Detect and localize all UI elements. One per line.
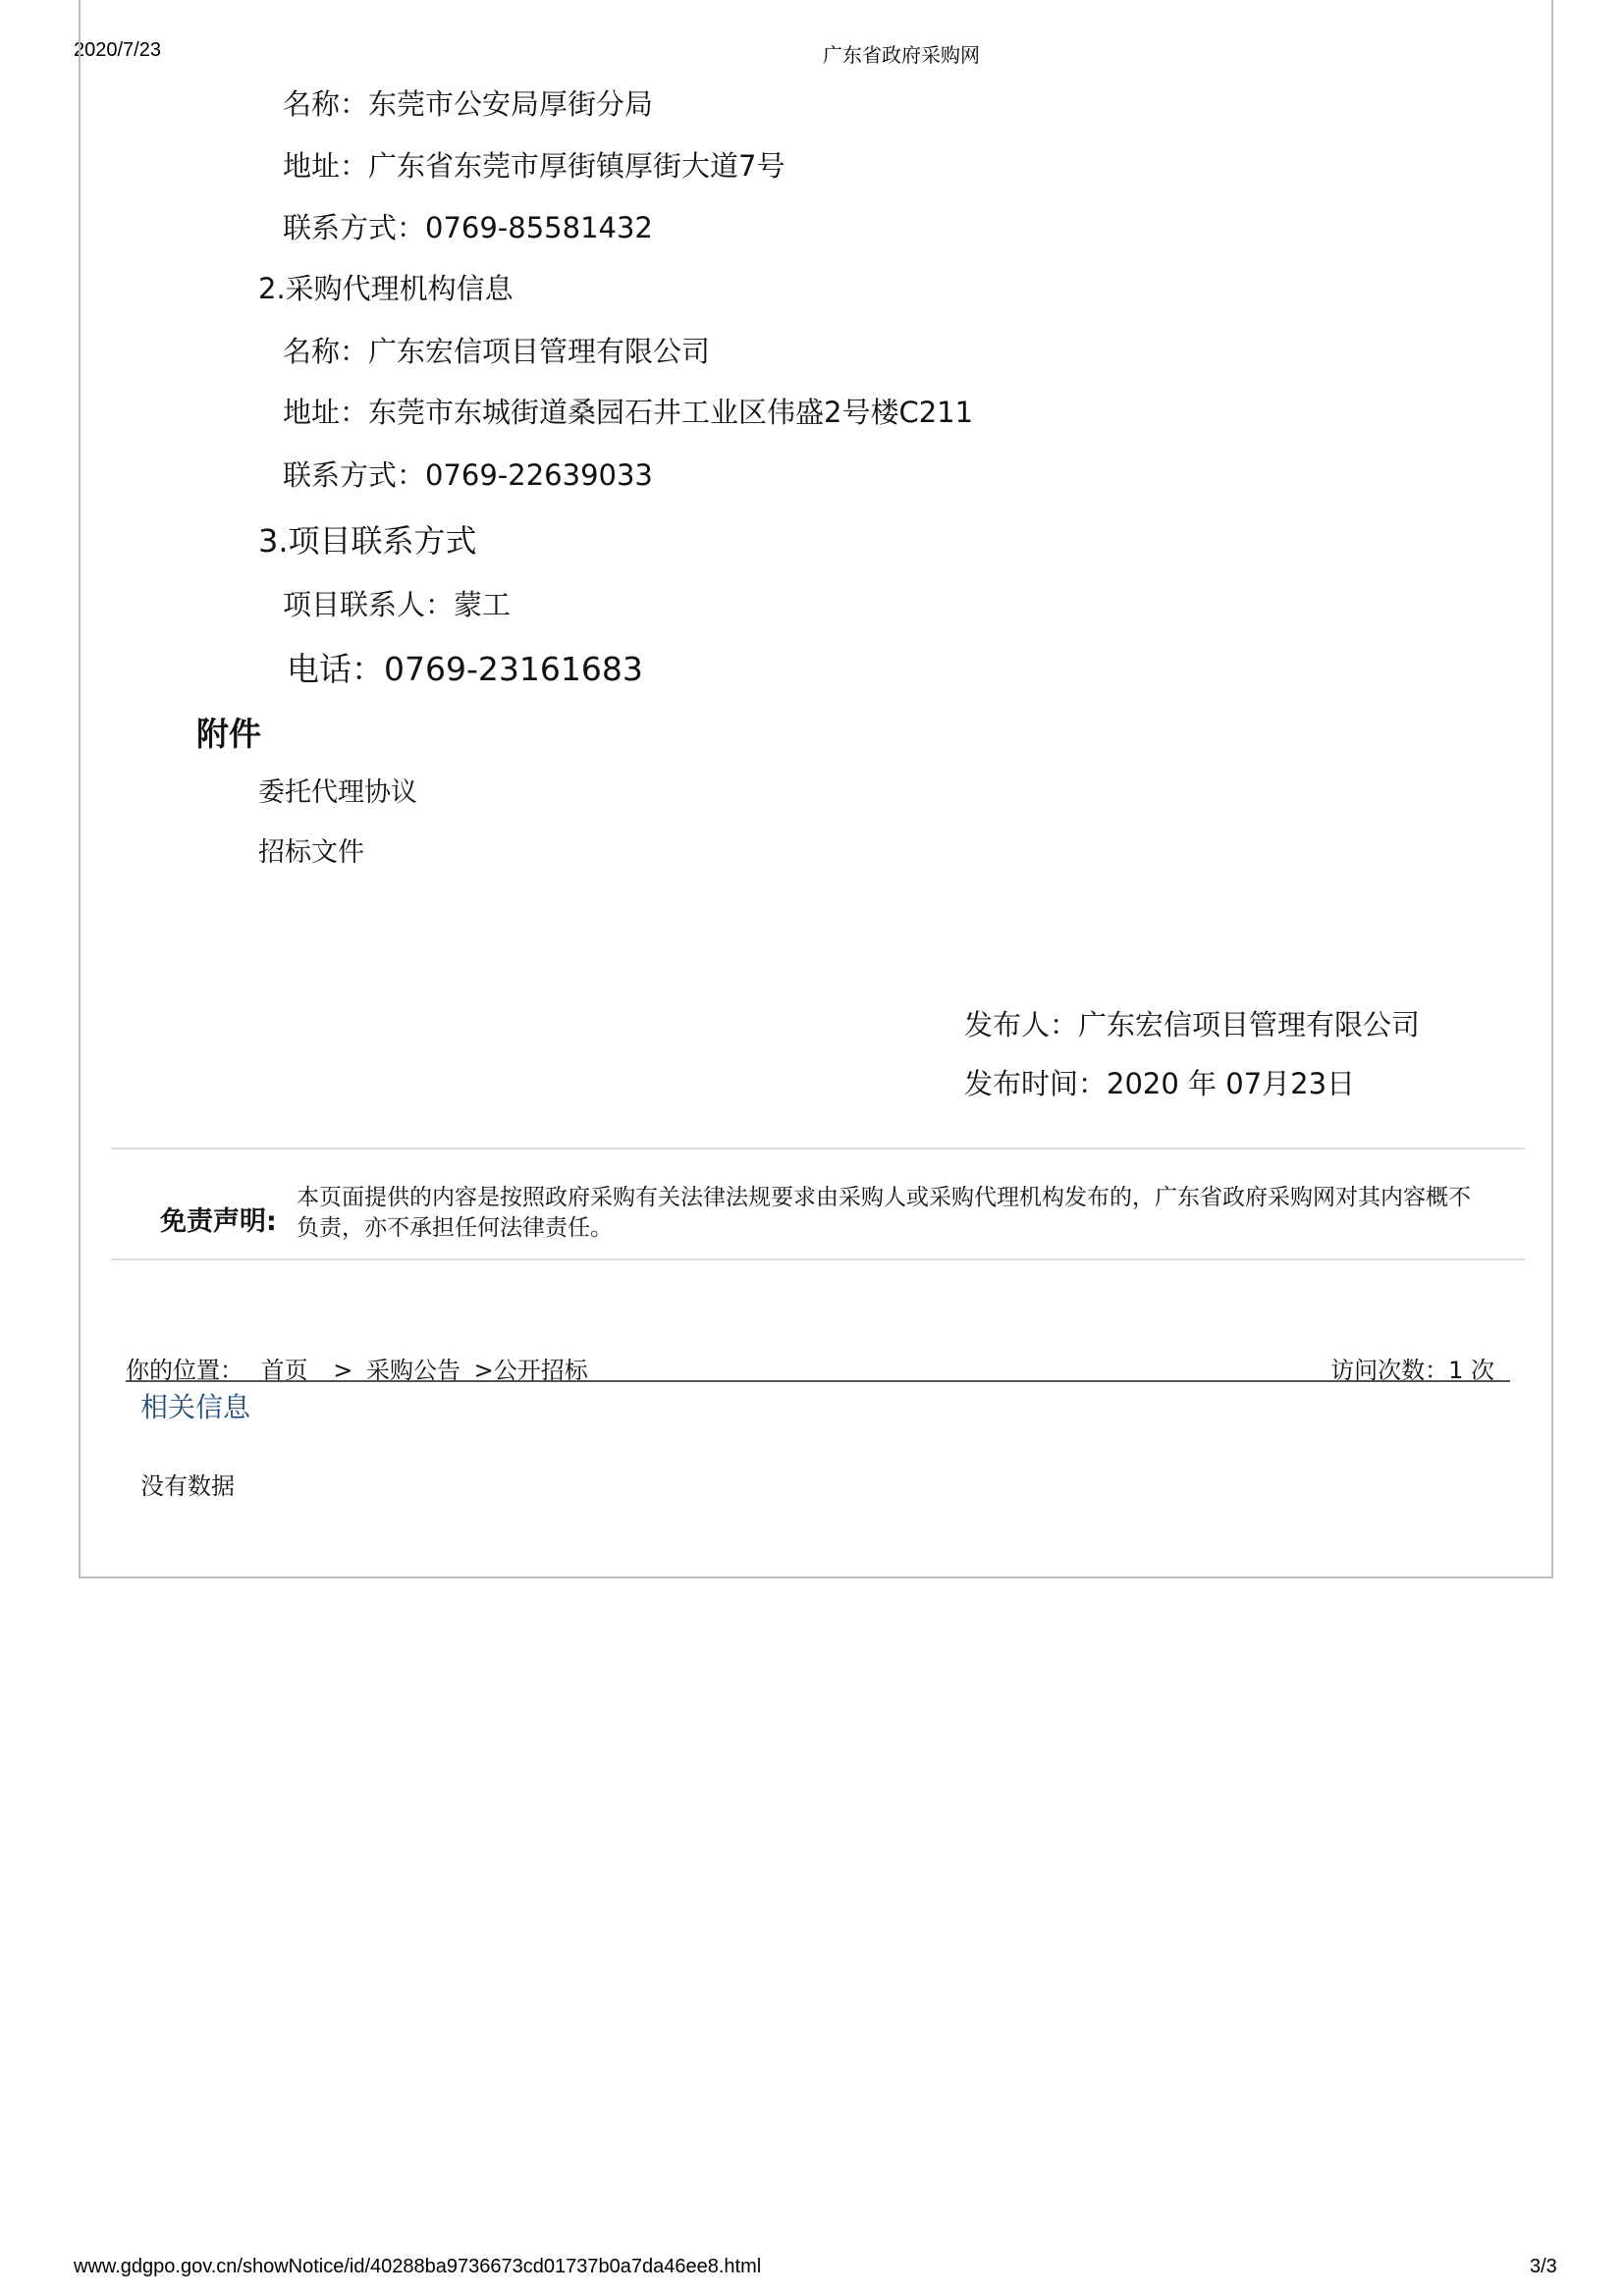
agency-name: 名称：广东宏信项目管理有限公司 (283, 335, 711, 368)
print-date: 2020/7/23 (74, 39, 161, 61)
visit-count: 访问次数：1 次 (1330, 1357, 1494, 1384)
related-info-empty: 没有数据 (140, 1472, 235, 1500)
project-contact-phone: 电话：0769-23161683 (287, 650, 643, 688)
breadcrumb-separator: > (333, 1357, 353, 1384)
breadcrumb-procurement-notice[interactable]: 采购公告 (366, 1357, 461, 1384)
project-contact-heading: 3.项目联系方式 (258, 522, 477, 560)
attachment-link-agency-agreement[interactable]: 委托代理协议 (258, 777, 417, 808)
attachment-link-tender-document[interactable]: 招标文件 (258, 837, 364, 868)
related-info-title: 相关信息 (140, 1391, 251, 1423)
project-contact-person: 项目联系人：蒙工 (283, 588, 512, 621)
print-site-title: 广东省政府采购网 (823, 45, 980, 67)
purchaser-name: 名称：东莞市公安局厚街分局 (283, 87, 654, 121)
purchaser-address: 地址：广东省东莞市厚街镇厚街大道7号 (283, 149, 785, 183)
publish-time: 发布时间：2020 年 07月23日 (964, 1067, 1356, 1100)
breadcrumb (126, 1351, 1510, 1382)
disclaimer-text: 本页面提供的内容是按照政府采购有关法律法规要求由采购人或采购代理机构发布的，广东省政府采购网对其内容概不负责，亦不承担任何法律责任。 (297, 1185, 1471, 1241)
breadcrumb-prefix: 你的位置： (126, 1357, 244, 1384)
publisher: 发布人：广东宏信项目管理有限公司 (964, 1008, 1421, 1041)
divider-bottom (111, 1258, 1525, 1260)
breadcrumb-home[interactable]: 首页 (260, 1357, 308, 1384)
disclaimer-label: 免责声明: (160, 1206, 277, 1237)
divider-top (111, 1148, 1525, 1149)
attachments-title: 附件 (196, 715, 261, 753)
breadcrumb-open-tender[interactable]: >公开招标 (473, 1357, 588, 1384)
agency-address: 地址：东莞市东城街道桑园石井工业区伟盛2号楼C211 (283, 396, 974, 429)
print-page-number: 3/3 (1530, 2256, 1557, 2277)
agency-contact: 联系方式：0769-22639033 (283, 458, 653, 492)
agency-heading: 2.采购代理机构信息 (258, 272, 514, 305)
print-url: www.gdgpo.gov.cn/showNotice/id/40288ba9736673cd01737b0a7da46ee8.html (74, 2256, 762, 2277)
purchaser-contact: 联系方式：0769-85581432 (283, 211, 653, 244)
